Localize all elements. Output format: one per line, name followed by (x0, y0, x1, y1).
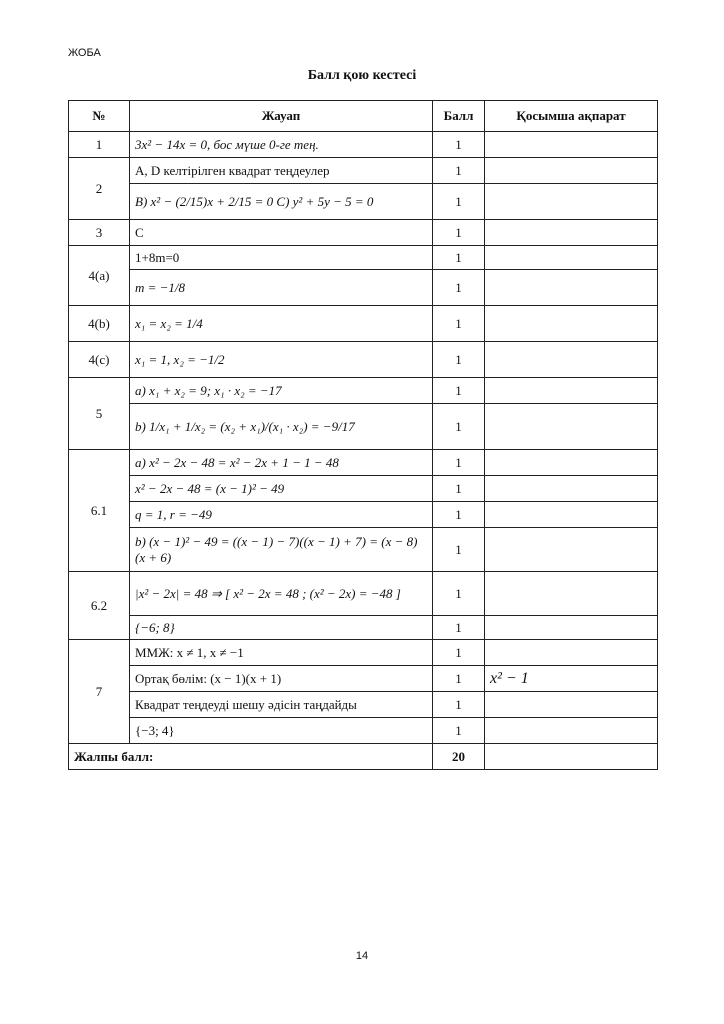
extra-cell (485, 158, 658, 184)
points-cell: 1 (433, 158, 485, 184)
table-row (69, 640, 658, 666)
points-cell: 1 (433, 270, 485, 306)
question-number: 4(b) (69, 306, 130, 342)
question-number: 6.1 (69, 450, 130, 572)
total-row (69, 744, 658, 770)
table-row (69, 378, 658, 404)
extra-cell (485, 246, 658, 270)
answer-cell: 3x² − 14x = 0, бос мүше 0-ге тең. (130, 132, 433, 158)
extra-cell (485, 342, 658, 378)
points-cell: 1 (433, 666, 485, 692)
points-cell: 1 (433, 572, 485, 616)
table-row (69, 502, 658, 528)
points-cell: 1 (433, 306, 485, 342)
points-cell: 1 (433, 528, 485, 572)
table-header-row (69, 101, 658, 132)
extra-cell (485, 640, 658, 666)
answer-cell: x² − 2x − 48 = (x − 1)² − 49 (130, 476, 433, 502)
extra-cell (485, 378, 658, 404)
points-cell: 1 (433, 220, 485, 246)
header-label: ЖОБА (68, 47, 101, 59)
points-cell: 1 (433, 404, 485, 450)
answer-cell: a) x² − 2x − 48 = x² − 2x + 1 − 1 − 48 (130, 450, 433, 476)
question-number: 4(c) (69, 342, 130, 378)
table-row (69, 158, 658, 184)
answer-cell: В) x² − (2/15)x + 2/15 = 0 C) y² + 5y − 5 = 0 (130, 184, 433, 220)
answer-cell: |x² − 2x| = 48 ⇒ [ x² − 2x = 48 ; (x² − 2x) = −48 ] (130, 572, 433, 616)
table-row (69, 246, 658, 270)
column-header-answer: Жауап (130, 101, 433, 132)
table-row (69, 220, 658, 246)
question-number: 1 (69, 132, 130, 158)
table-row (69, 306, 658, 342)
question-number: 5 (69, 378, 130, 450)
answer-cell: {−3; 4} (130, 718, 433, 744)
extra-cell (485, 404, 658, 450)
extra-cell (485, 270, 658, 306)
question-number: 7 (69, 640, 130, 744)
total-extra-cell (485, 744, 658, 770)
answer-cell: Ортақ бөлім: (x − 1)(x + 1) (130, 666, 433, 692)
table-row (69, 718, 658, 744)
extra-cell (485, 306, 658, 342)
total-label: Жалпы балл: (69, 744, 433, 770)
points-cell: 1 (433, 718, 485, 744)
table-row (69, 270, 658, 306)
points-cell: 1 (433, 342, 485, 378)
extra-cell (485, 692, 658, 718)
table-row (69, 184, 658, 220)
table-row (69, 572, 658, 616)
answer-cell: b) (x − 1)² − 49 = ((x − 1) − 7)((x − 1) + 7) = (x − 8)(x + 6) (130, 528, 433, 572)
question-number: 2 (69, 158, 130, 220)
answer-cell: x₁ = 1, x₂ = −1/2 (130, 342, 433, 378)
points-cell: 1 (433, 378, 485, 404)
extra-cell (485, 476, 658, 502)
table-row (69, 342, 658, 378)
points-cell: 1 (433, 692, 485, 718)
answer-cell: q = 1, r = −49 (130, 502, 433, 528)
answer-cell: Квадрат теңдеуді шешу әдісін таңдайды (130, 692, 433, 718)
extra-cell (485, 616, 658, 640)
extra-cell (485, 572, 658, 616)
answer-cell: m = −1/8 (130, 270, 433, 306)
table-row (69, 692, 658, 718)
extra-cell (485, 718, 658, 744)
extra-cell (485, 528, 658, 572)
table-row (69, 132, 658, 158)
points-cell: 1 (433, 450, 485, 476)
extra-cell (485, 450, 658, 476)
points-cell: 1 (433, 246, 485, 270)
answer-cell: x₁ = x₂ = 1/4 (130, 306, 433, 342)
points-cell: 1 (433, 476, 485, 502)
table-row (69, 450, 658, 476)
points-cell: 1 (433, 132, 485, 158)
extra-cell (485, 184, 658, 220)
answer-cell: a) x₁ + x₂ = 9; x₁ · x₂ = −17 (130, 378, 433, 404)
answer-cell: ММЖ: x ≠ 1, x ≠ −1 (130, 640, 433, 666)
answer-cell: {−6; 8} (130, 616, 433, 640)
column-header-points: Балл (433, 101, 485, 132)
question-number: 6.2 (69, 572, 130, 640)
answer-cell: А, D келтірілген квадрат теңдеулер (130, 158, 433, 184)
answer-cell: b) 1/x₁ + 1/x₂ = (x₂ + x₁)/(x₁ · x₂) = −9/17 (130, 404, 433, 450)
page-title: Балл қою кестесі (307, 68, 417, 83)
page-number: 14 (355, 950, 369, 962)
answer-cell: С (130, 220, 433, 246)
points-cell: 1 (433, 616, 485, 640)
total-points: 20 (433, 744, 485, 770)
column-header-extra: Қосымша ақпарат (485, 101, 658, 132)
extra-cell (485, 502, 658, 528)
points-cell: 1 (433, 640, 485, 666)
question-number: 3 (69, 220, 130, 246)
question-number: 4(a) (69, 246, 130, 306)
answer-cell: 1+8m=0 (130, 246, 433, 270)
extra-cell (485, 220, 658, 246)
table-row (69, 528, 658, 572)
scoring-table (68, 100, 658, 770)
table-row (69, 404, 658, 450)
table-row (69, 616, 658, 640)
extra-cell (485, 132, 658, 158)
table-row (69, 476, 658, 502)
extra-cell: x² − 1 (485, 666, 658, 692)
points-cell: 1 (433, 184, 485, 220)
points-cell: 1 (433, 502, 485, 528)
column-header-number: № (69, 101, 130, 132)
table-row (69, 666, 658, 692)
